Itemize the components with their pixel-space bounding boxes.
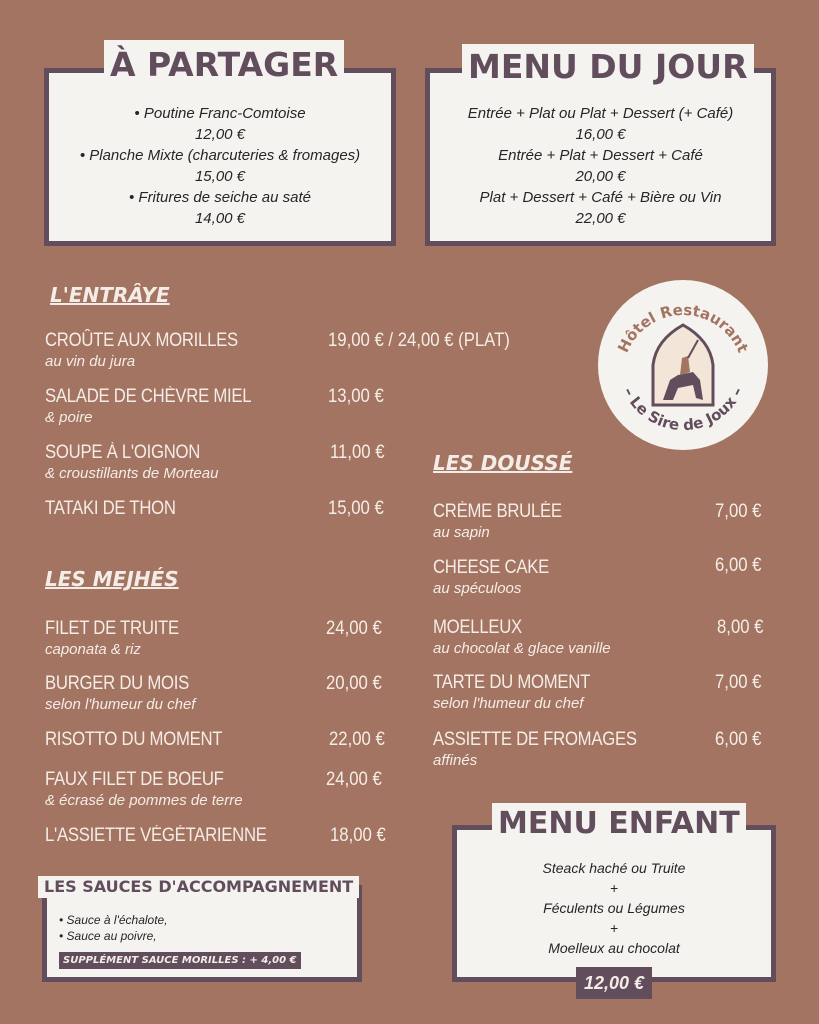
partager-item: • Planche Mixte (charcuteries & fromages) — [79, 147, 361, 164]
item-description: au spéculoos — [433, 580, 522, 597]
menu-item — [45, 825, 297, 847]
svg-text:Hôtel Restaurant: Hôtel Restaurant — [614, 300, 752, 356]
item-name: TATAKI DE THON — [45, 498, 176, 519]
menu-item — [45, 442, 221, 482]
item-name: TARTE DU MOMENT — [433, 672, 591, 693]
menu-item — [45, 618, 197, 658]
enfant-option: Steack haché ou Truite — [542, 860, 686, 876]
restaurant-logo — [598, 280, 768, 450]
enfant-plus: + — [609, 920, 619, 936]
menu-item — [45, 673, 209, 713]
partager-title: À PARTAGER — [104, 40, 344, 90]
item-price: 13,00 € — [328, 386, 384, 407]
item-price: 11,00 € — [330, 442, 385, 463]
menu-jour-option: Entrée + Plat ou Plat + Dessert (+ Café) — [467, 105, 734, 122]
sauce-item: • Sauce au poivre, — [59, 929, 157, 943]
item-description: affinés — [433, 752, 478, 769]
item-price: 24,00 € — [326, 618, 382, 639]
item-description: au vin du jura — [45, 353, 136, 370]
menu-jour-title: MENU DU JOUR — [462, 44, 754, 90]
menu-jour-box — [425, 68, 776, 246]
menu-item — [433, 557, 565, 597]
item-price: 7,00 € — [715, 501, 762, 522]
item-description: & écrasé de pommes de terre — [45, 792, 243, 809]
menu-jour-price: 22,00 € — [575, 210, 626, 227]
partager-item: • Poutine Franc-Comtoise — [134, 105, 306, 122]
partager-item: • Fritures de seiche au saté — [128, 189, 311, 206]
item-price: 6,00 € — [715, 729, 762, 750]
item-name: SOUPE À L'OIGNON — [45, 442, 201, 463]
item-price: 19,00 € / 24,00 € (PLAT) — [328, 330, 510, 351]
item-name: FAUX FILET DE BOEUF — [45, 769, 224, 790]
item-description: selon l'humeur du chef — [433, 695, 584, 712]
sauces-box — [42, 885, 362, 982]
knight-emblem-icon — [598, 280, 768, 450]
menu-jour-option: Entrée + Plat + Dessert + Café — [498, 147, 703, 164]
item-name: RISOTTO DU MOMENT — [45, 729, 223, 750]
sauces-title: LES SAUCES D'ACCOMPAGNEMENT — [38, 876, 359, 898]
enfant-option: Féculents ou Légumes — [543, 900, 685, 916]
menu-jour-price: 20,00 € — [575, 168, 626, 185]
item-description: & croustillants de Morteau — [45, 465, 219, 482]
item-name: L'ASSIETTE VÉGÉTARIENNE — [45, 825, 267, 846]
item-price: 7,00 € — [715, 672, 762, 693]
enfant-option: Moelleux au chocolat — [548, 940, 680, 956]
item-price: 6,00 € — [715, 555, 762, 576]
item-name: CHEESE CAKE — [433, 557, 550, 578]
item-description: au sapin — [433, 524, 490, 541]
menu-jour-price: 16,00 € — [575, 126, 626, 143]
partager-price: 12,00 € — [194, 126, 246, 143]
item-description: & poire — [45, 409, 93, 426]
item-name: FILET DE TRUITE — [45, 618, 179, 639]
mejhes-heading: LES MEJHÉS — [45, 567, 179, 591]
menu-item — [433, 501, 579, 541]
menu-item — [45, 498, 194, 520]
entraye-heading: L'ENTRÂYE — [50, 283, 170, 307]
menu-enfant-title: MENU ENFANT — [492, 803, 746, 845]
menu-item — [45, 769, 248, 809]
menu-enfant-box — [452, 825, 776, 982]
item-name: ASSIETTE DE FROMAGES — [433, 729, 637, 750]
menu-jour-option: Plat + Dessert + Café + Bière ou Vin — [479, 189, 722, 206]
dousse-heading: LES DOUSSÉ — [433, 451, 573, 475]
item-description: selon l'humeur du chef — [45, 696, 196, 713]
item-description: caponata & riz — [45, 641, 141, 658]
item-price: 20,00 € — [326, 673, 382, 694]
item-name: SALADE DE CHÈVRE MIEL — [45, 386, 252, 407]
item-name: CRÈME BRULÉE — [433, 501, 562, 522]
menu-item — [45, 386, 279, 426]
partager-price: 15,00 € — [194, 168, 246, 185]
menu-item — [433, 672, 611, 712]
item-price: 15,00 € — [328, 498, 384, 519]
svg-text:– Le Sire de Joux –: – Le Sire de Joux – — [619, 384, 747, 435]
partager-box — [44, 68, 396, 246]
enfant-plus: + — [609, 880, 619, 896]
item-description: au chocolat & glace vanille — [433, 640, 611, 657]
menu-item — [433, 617, 611, 657]
sauce-item: • Sauce à l'échalote, — [59, 913, 168, 927]
item-price: 24,00 € — [326, 769, 382, 790]
item-price: 22,00 € — [329, 729, 385, 750]
item-name: CROÛTE AUX MORILLES — [45, 330, 238, 351]
menu-item — [433, 729, 665, 769]
partager-price: 14,00 € — [194, 210, 246, 227]
menu-item — [45, 330, 264, 370]
item-name: MOELLEUX — [433, 617, 522, 638]
menu-item — [45, 729, 246, 751]
menu-enfant-price: 12,00 € — [576, 967, 652, 999]
item-price: 18,00 € — [330, 825, 386, 846]
supplement-badge: SUPPLÉMENT SAUCE MORILLES : + 4,00 € — [59, 952, 301, 969]
item-name: BURGER DU MOIS — [45, 673, 190, 694]
item-price: 8,00 € — [717, 617, 764, 638]
